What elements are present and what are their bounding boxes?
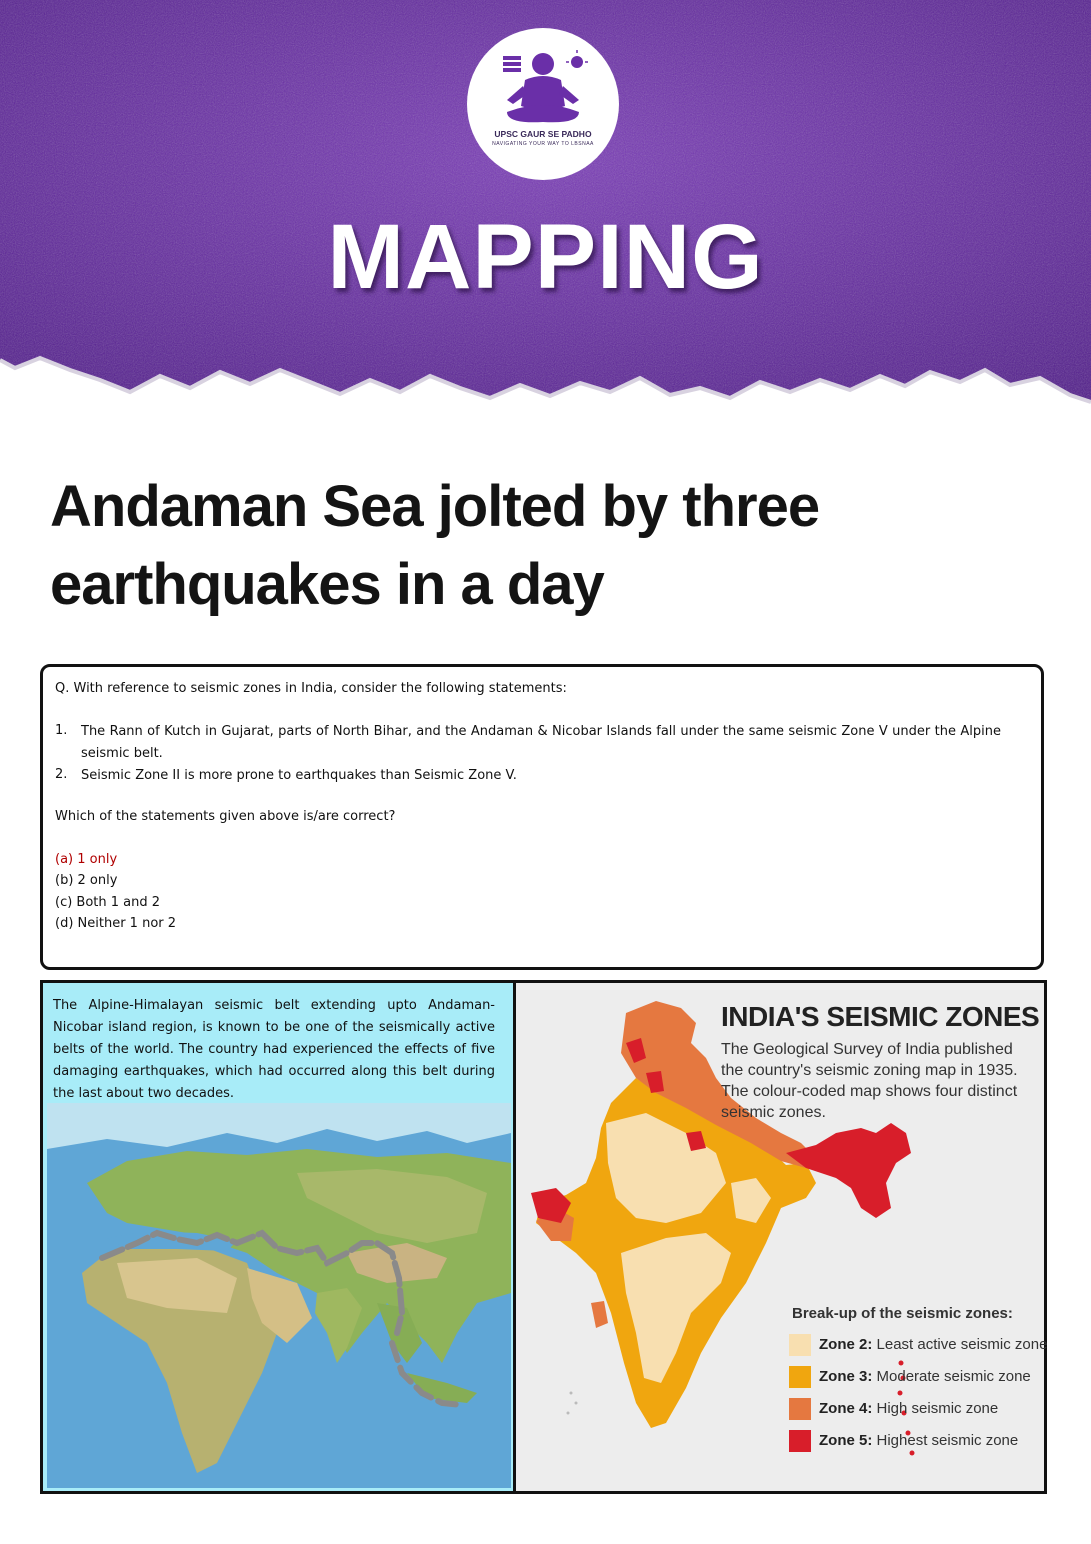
- statement-text: Seismic Zone II is more prone to earthquakes than Seismic Zone V.: [81, 768, 517, 783]
- statement-text: The Rann of Kutch in Gujarat, parts of North Bihar, and the Andaman & Nicobar Islands fall under the same seismic Zone V under the Alpine seismic belt.: [81, 724, 1001, 761]
- legend-swatch: [789, 1398, 811, 1420]
- legend-label: [819, 1336, 1047, 1353]
- legend-swatch: [789, 1366, 811, 1388]
- legend-desc: Highest seismic zone: [876, 1432, 1019, 1449]
- legend-desc: Moderate seismic zone: [876, 1368, 1031, 1385]
- meditating-person-icon: [467, 28, 619, 180]
- seismic-zones-panel: [516, 983, 1048, 1491]
- question-prompt: Which of the statements given above is/are correct?: [55, 809, 396, 824]
- legend-label: [819, 1432, 1018, 1449]
- seismic-panel-title: INDIA'S SEISMIC ZONES: [721, 1001, 1040, 1032]
- statement-number: 1.: [55, 723, 68, 738]
- headline-line-1: Andaman Sea jolted by three: [50, 474, 820, 539]
- legend-swatch: [789, 1430, 811, 1452]
- question-stem: Q. With reference to seismic zones in India, consider the following statements:: [55, 681, 567, 696]
- logo: [467, 28, 619, 180]
- info-panels: [40, 980, 1047, 1494]
- header-banner: [0, 0, 1091, 420]
- option-b: (b) 2 only: [55, 873, 118, 888]
- statement-number: 2.: [55, 767, 68, 782]
- logo-tagline: NAVIGATING YOUR WAY TO LBSNAA: [492, 141, 594, 147]
- logo-name: UPSC GAUR SE PADHO: [494, 129, 592, 139]
- seismic-panel-description: The Geological Survey of India published the country's seismic zoning map in 1935. The colour-coded map shows four distinct seismic zones.: [721, 1041, 1018, 1121]
- headline-line-2: earthquakes in a day: [50, 552, 604, 617]
- headline: [50, 468, 1050, 624]
- legend-desc: Least active seismic zone: [876, 1336, 1048, 1353]
- option-c: (c) Both 1 and 2: [55, 895, 161, 910]
- legend-zone: Zone 2:: [819, 1336, 873, 1353]
- legend-zone: Zone 3:: [819, 1368, 873, 1385]
- belt-description: The Alpine-Himalayan seismic belt extending upto Andaman-Nicobar island region, is known to be one of the seismically active belts of the world. The country had experienced the effects of five damaging earthquakes, which had occurred along this belt during the last about two decades.: [53, 998, 495, 1101]
- alpine-himalayan-belt-map: [47, 1103, 511, 1488]
- legend-label: [819, 1400, 998, 1417]
- question-box: [40, 664, 1044, 970]
- legend-title: Break-up of the seismic zones:: [792, 1305, 1013, 1322]
- legend-zone: Zone 4:: [819, 1400, 873, 1417]
- legend-label: [819, 1368, 1031, 1385]
- legend-swatch: [789, 1334, 811, 1356]
- option-a: (a) 1 only: [55, 852, 118, 867]
- option-d: (d) Neither 1 nor 2: [55, 916, 177, 931]
- alpine-belt-panel: [43, 983, 513, 1491]
- legend-zone: Zone 5:: [819, 1432, 873, 1449]
- banner-title: MAPPING: [327, 206, 764, 308]
- legend-desc: High seismic zone: [876, 1400, 999, 1417]
